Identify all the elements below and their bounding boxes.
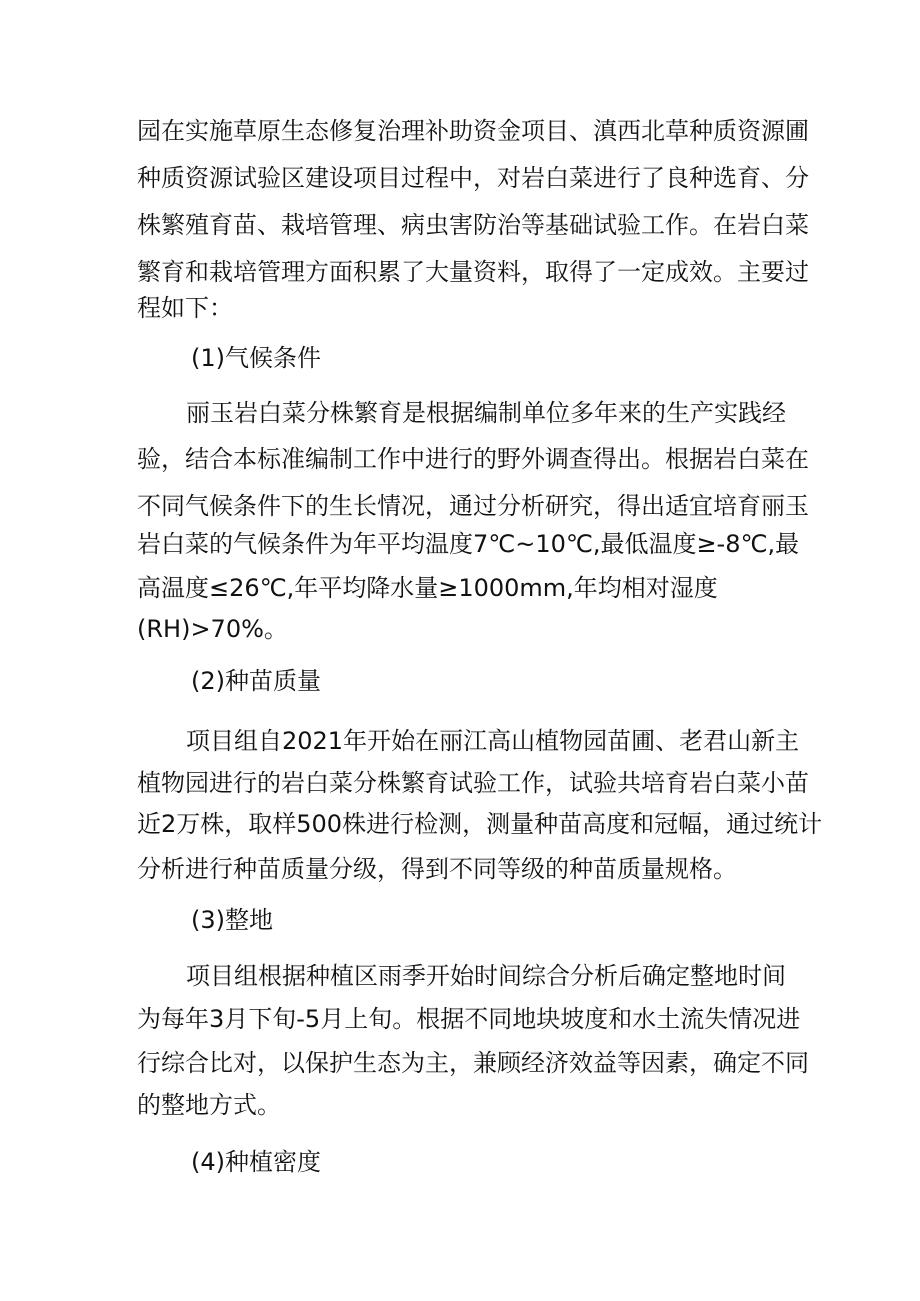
paragraph-line: 繁育和栽培管理方面积累了大量资料，取得了一定成效。主要过: [137, 258, 809, 286]
section-heading: (2)种苗质量: [191, 667, 321, 695]
paragraph-line: 行综合比对，以保护生态为主，兼顾经济效益等因素，确定不同: [137, 1049, 809, 1077]
paragraph-line: 种质资源试验区建设项目过程中，对岩白菜进行了良种选育、分: [137, 164, 809, 192]
paragraph-line: 植物园进行的岩白菜分株繁育试验工作，试验共培育岩白菜小苗: [137, 769, 809, 797]
paragraph-line: 岩白菜的气候条件为年平均温度7℃~10℃,最低温度≥-8℃,最: [137, 530, 800, 558]
paragraph-line: (RH)>70%。: [137, 615, 288, 643]
paragraph-line: 不同气候条件下的生长情况，通过分析研究，得出适宜培育丽玉: [137, 492, 809, 520]
paragraph-line: 近2万株，取样500株进行检测，测量种苗高度和冠幅，通过统计: [137, 810, 823, 838]
paragraph-line: 高温度≤26℃,年平均降水量≥1000mm,年均相对湿度: [137, 574, 718, 602]
paragraph-line: 的整地方式。: [137, 1091, 281, 1119]
paragraph-line: 分析进行种苗质量分级，得到不同等级的种苗质量规格。: [137, 855, 737, 883]
section-heading: (4)种植密度: [191, 1148, 321, 1176]
section-heading: (1)气候条件: [191, 344, 321, 372]
paragraph-line: 园在实施草原生态修复治理补助资金项目、滇西北草种质资源圃: [137, 117, 809, 145]
paragraph-line: 项目组自2021年开始在丽江高山植物园苗圃、老君山新主: [186, 727, 800, 755]
paragraph-line: 株繁殖育苗、栽培管理、病虫害防治等基础试验工作。在岩白菜: [137, 211, 809, 239]
paragraph-line: 验，结合本标准编制工作中进行的野外调查得出。根据岩白菜在: [137, 445, 809, 473]
paragraph-line: 程如下：: [137, 294, 233, 322]
paragraph-line: 项目组根据种植区雨季开始时间综合分析后确定整地时间: [186, 962, 786, 990]
paragraph-line: 丽玉岩白菜分株繁育是根据编制单位多年来的生产实践经: [186, 399, 786, 427]
section-heading: (3)整地: [191, 906, 273, 934]
paragraph-line: 为每年3月下旬-5月上旬。根据不同地块坡度和水土流失情况进: [137, 1005, 801, 1033]
